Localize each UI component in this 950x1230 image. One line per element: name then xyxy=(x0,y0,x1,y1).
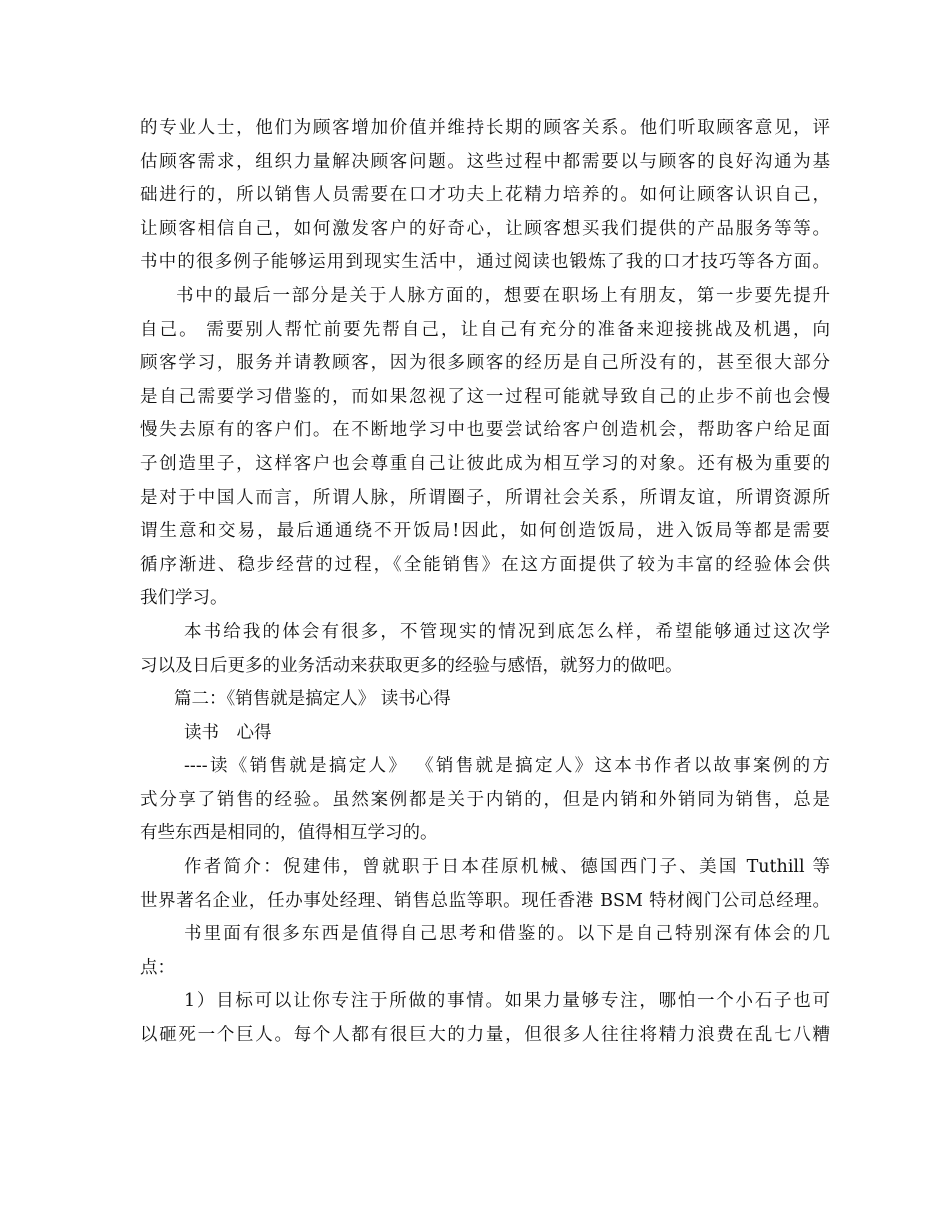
text-line: 本书给我的体会有很多，不管现实的情况到底怎么样，希望能够通过这次学 xyxy=(184,621,830,642)
text-line: 估顾客需求，组织力量解决顾客问题。这些过程中都需要以与顾客的良好沟通为基 xyxy=(140,151,830,172)
text-line: 谓生意和交易，最后通通绕不开饭局!因此，如何创造饭局，进入饭局等都是需要 xyxy=(140,521,830,542)
text-line: 世界著名企业，任办事处经理、销售总监等职。现任香港 BSM 特材阀门公司总经理。 xyxy=(140,890,830,911)
text-line: 自己。 需要别人帮忙前要先帮自己，让自己有充分的准备来迎接挑战及机遇，向 xyxy=(140,319,830,340)
text-line: 式分享了销售的经验。虽然案例都是关于内销的，但是内销和外销同为销售，总是 xyxy=(140,789,830,810)
text-line: ----读《销售就是搞定人》 《销售就是搞定人》这本书作者以故事案例的方 xyxy=(184,756,830,777)
text-line: 循序渐进、稳步经营的过程，《全能销售》在这方面提供了较为丰富的经验体会供 xyxy=(140,554,830,575)
text-line: 1）目标可以让你专注于所做的事情。如果力量够专注，哪怕一个小石子也可 xyxy=(184,991,830,1012)
text-line: 有些东西是相同的，值得相互学习的。 xyxy=(140,823,438,844)
text-line: 顾客学习，服务并请教顾客，因为很多顾客的经历是自己所没有的，甚至很大部分 xyxy=(140,353,830,374)
text-line: 是自己需要学习借鉴的，而如果忽视了这一过程可能就导致自己的止步不前也会慢 xyxy=(140,386,830,407)
text-line: 读书 心得 xyxy=(184,722,272,743)
text-line: 子创造里子，这样客户也会尊重自己让彼此成为相互学习的对象。还有极为重要的 xyxy=(140,453,830,474)
text-line: 书中的最后一部分是关于人脉方面的，想要在职场上有朋友，第一步要先提升 xyxy=(176,285,830,306)
text-line: 书里面有很多东西是值得自己思考和借鉴的。以下是自己特别深有体会的几 xyxy=(184,924,830,945)
text-line: 慢失去原有的客户们。在不断地学习中也要尝试给客户创造机会，帮助客户给足面 xyxy=(140,420,830,441)
text-line: 以砸死一个巨人。每个人都有很巨大的力量，但很多人往往将精力浪费在乱七八糟 xyxy=(140,1025,830,1046)
text-line: 的专业人士，他们为顾客增加价值并维持长期的顾客关系。他们听取顾客意见，评 xyxy=(140,118,830,138)
text-line: 础进行的，所以销售人员需要在口才功夫上花精力培养的。如何让顾客认识自己， xyxy=(140,185,830,206)
text-line: 我们学习。 xyxy=(140,588,228,609)
text-line: 作者简介：倪建伟，曾就职于日本荏原机械、德国西门子、美国 Tuthill 等 xyxy=(184,857,830,878)
text-line: 让顾客相信自己，如何激发客户的好奇心，让顾客想买我们提供的产品服务等等。 xyxy=(140,218,830,239)
text-line: 点： xyxy=(140,957,175,978)
document-body xyxy=(140,112,830,1053)
text-line: 是对于中国人而言，所谓人脉，所谓圈子，所谓社会关系，所谓友谊，所谓资源所 xyxy=(140,487,830,508)
text-line: 篇二：《销售就是搞定人》 读书心得 xyxy=(174,689,451,710)
text-line: 习以及日后更多的业务活动来获取更多的经验与感悟，就努力的做吧。 xyxy=(140,655,683,676)
text-line: 书中的很多例子能够运用到现实生活中，通过阅读也锻炼了我的口才技巧等各方面。 xyxy=(140,252,830,273)
